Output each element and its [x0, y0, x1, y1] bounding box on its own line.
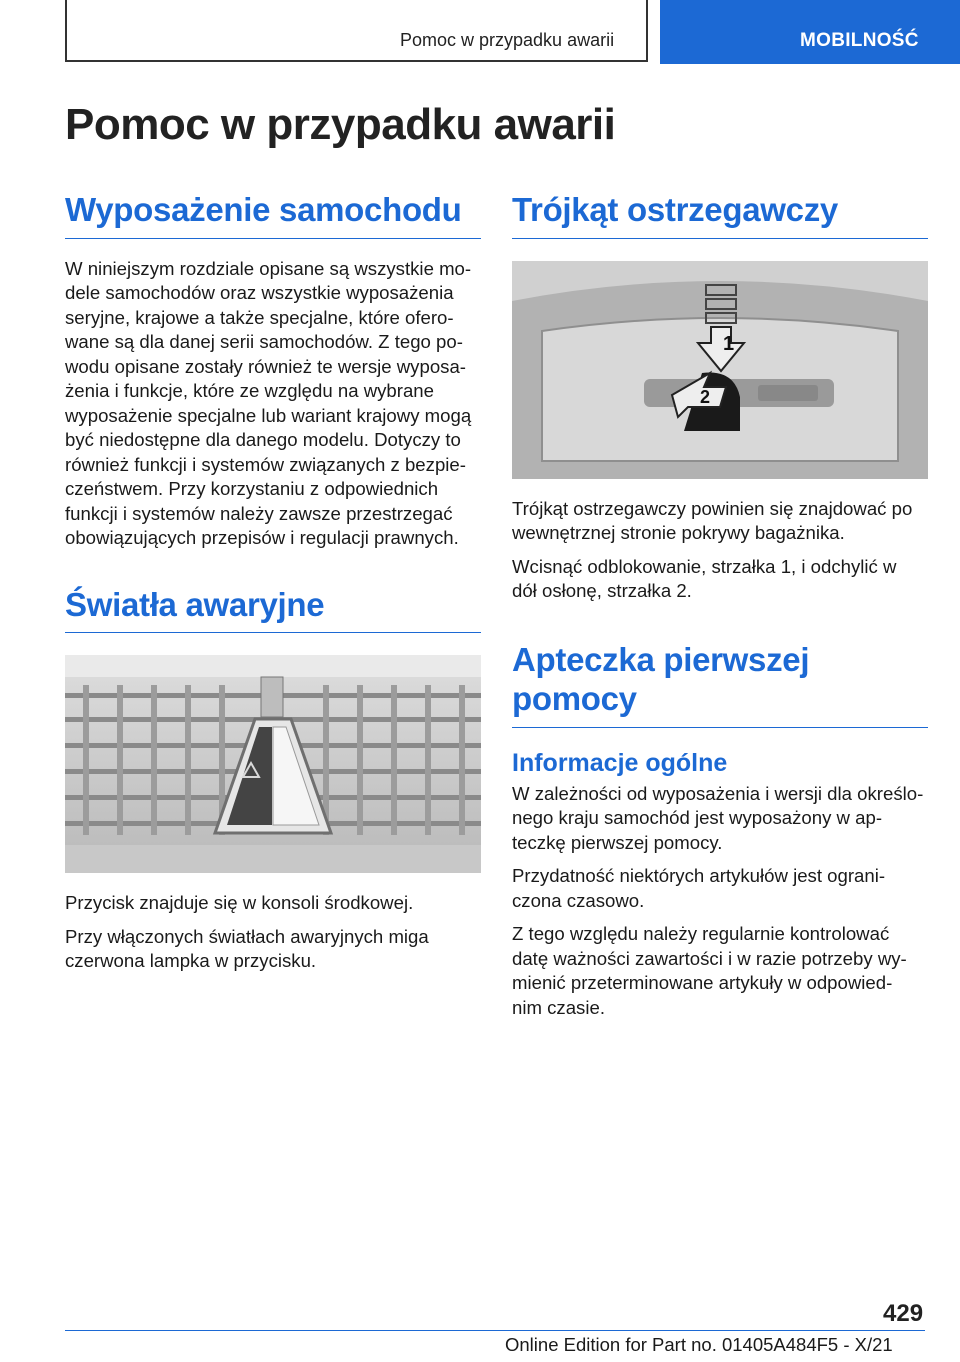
hazard-paragraph-1: Przycisk znajduje się w konsoli środkowej. — [65, 892, 414, 914]
section-warning-triangle — [512, 190, 928, 604]
heading-first-aid-kit: Apteczka pierwszej pomocy — [512, 640, 928, 728]
right-column — [512, 190, 928, 1020]
first-aid-paragraph-1: W zależności od wyposażenia i wersji dla określo‐ nego kraju samochód jest wyposażony w ap‐ teczkę pierwszej pomocy. — [512, 782, 924, 853]
section-hazard-lights — [65, 585, 481, 974]
hazard-button-photo — [65, 655, 481, 873]
heading-vehicle-equipment: Wyposażenie samochodu — [65, 190, 481, 239]
arrow-2-label: 2 — [700, 386, 711, 407]
section-vehicle-equipment — [65, 190, 481, 551]
header-section-title: Pomoc w przypadku awarii — [400, 30, 615, 50]
footer-edition: Online Edition for Part no. 01405A484F5 - X/21 — [505, 1334, 893, 1355]
header-chapter-label: MOBILNOŚĆ — [800, 30, 919, 51]
first-aid-paragraph-2: Przydatność niektórych artykułów jest ograni‐ czona czasowo. — [512, 865, 886, 911]
footer-divider — [65, 1330, 925, 1331]
heading-hazard-lights: Światła awaryjne — [65, 585, 481, 634]
page-number: 429 — [883, 1300, 924, 1327]
arrow-1-label: 1 — [723, 332, 735, 355]
triangle-paragraph-1: Trójkąt ostrzegawczy powinien się znajdować po wewnętrznej stronie pokrywy bagażnika. — [512, 497, 913, 544]
triangle-paragraph-2: Wcisnąć odblokowanie, strzałka 1, i odchylić w dół osłonę, strzałka 2. — [512, 555, 897, 602]
hazard-paragraph-2: Przy włączonych światłach awaryjnych miga czerwona lampka w przycisku. — [65, 925, 429, 972]
first-aid-paragraph-3: Z tego względu należy regularnie kontrolować datę ważności zawartości i w razie potrzeby wy‐ mienić przeterminowane artykuły w odpowied‐ nim czasie. — [512, 923, 907, 1018]
warning-triangle-photo — [512, 261, 928, 479]
header-chapter-tab[interactable] — [660, 0, 960, 64]
section-first-aid-kit — [512, 640, 928, 1021]
left-column — [65, 190, 481, 974]
subheading-general-info: Informacje ogólne — [512, 748, 728, 777]
equipment-paragraph: W niniejszym rozdziale opisane są wszystkie mo‐ dele samochodów oraz wszystkie wyposażenia seryjne, krajowe a także specjalne, które ofero‐ wane są dla danej serii samochodów. Z tego po‐ wodu opisane zostały również te wersje wyposa‐ żenia i funkcje, które ze względu na wybrane wyposażenie specjalne lub wariant krajowy mogą być niedostępne dla danego modelu. Dotyczy to również funkcji i systemów związanych z bezpie‐ czeństwem. Przy korzystaniu z odpowiednich funkcji i systemów należy zawsze przestrzegać obowiązujących przepisów i regulacji prawnych. — [65, 257, 472, 549]
heading-warning-triangle: Trójkąt ostrzegawczy — [512, 190, 928, 239]
page-title: Pomoc w przypadku awarii — [65, 100, 616, 149]
